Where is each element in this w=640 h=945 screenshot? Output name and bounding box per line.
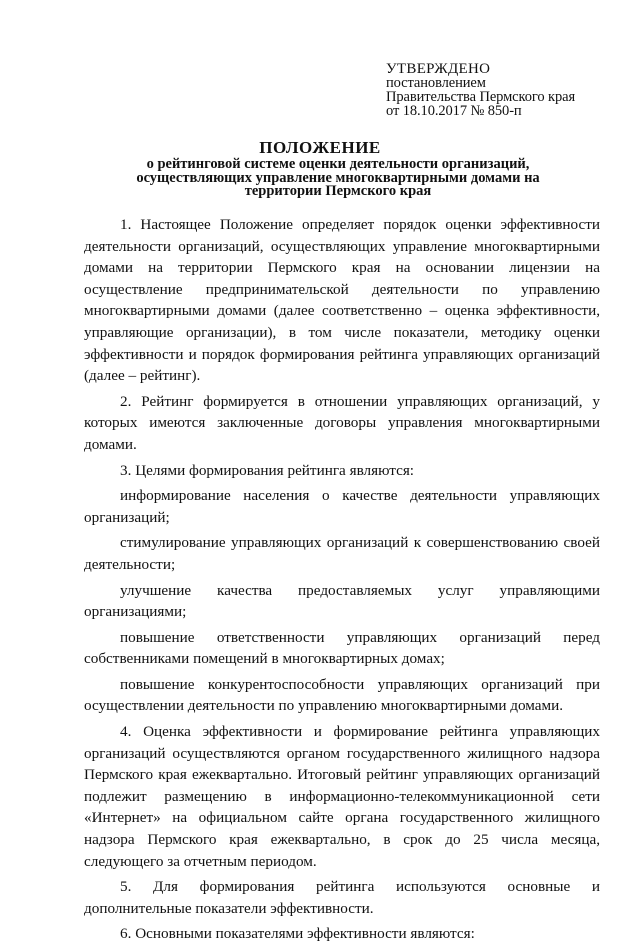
paragraph-5: 5. Для формирования рейтинга используются основные и дополнительные показатели эффективности.: [84, 878, 600, 917]
document-body: [84, 214, 600, 945]
goal-item-3: улучшение качества предоставляемых услуг управляющими организациями;: [84, 581, 600, 621]
document-title: ПОЛОЖЕНИЕ: [259, 138, 381, 157]
paragraph-6: 6. Основными показателями эффективности являются:: [120, 925, 475, 943]
paragraph-4: 4. Оценка эффективности и формирование рейтинга управляющих организаций осуществляются органом государственного жилищного надзора Пермского края ежеквартально. Итоговый рейтинг управляющих организаций подлежит размещению в информационно-телекоммуникационной сети «Интернет» на официальном сайте органа государственного жилищного надзора Пермского края ежеквартально, в срок до 25 числа месяца, следующего за отчетным периодом.: [84, 723, 600, 870]
goal-item-5: повышение конкурентоспособности управляющих организаций при осуществлении деятельности по управлению многоквартирными домами.: [84, 675, 600, 715]
paragraph-2: 2. Рейтинг формируется в отношении управляющих организаций, у которых имеются заключенные договоры управления многоквартирными домами.: [84, 392, 600, 453]
goal-item-4: повышение ответственности управляющих организаций перед собственниками помещений в многоквартирных домах;: [84, 628, 600, 668]
approval-line-3: от 18.10.2017 № 850-п: [386, 103, 522, 119]
paragraph-3: 3. Целями формирования рейтинга являются:: [120, 461, 415, 479]
paragraph-1: 1. Настоящее Положение определяет порядок оценки эффективности деятельности организаций, осуществляющих управление многоквартирными домами на территории Пермского края на основании лицензии на осуществление предпринимательской деятельности по управлению многоквартирными домами (далее соответственно – оценка эффективности, управляющие организации), в том числе показатели, методику оценки эффективности и порядок формирования рейтинга управляющих организаций (далее – рейтинг).: [84, 216, 600, 385]
goal-item-2: стимулирование управляющих организаций к совершенствованию своей деятельности;: [84, 534, 600, 573]
approval-heading: УТВЕРЖДЕНО: [386, 61, 491, 77]
approval-line-2: Правительства Пермского края: [386, 89, 576, 105]
approval-line-1: постановлением: [386, 75, 486, 91]
approval-stamp: [386, 62, 575, 118]
document-subtitle: о рейтинговой системе оценки деятельности организаций, осуществляющих управление многоквартирными домами на территории Пермского края: [136, 156, 540, 199]
goal-item-1: информирование населения о качестве деятельности управляющих организаций;: [84, 487, 600, 526]
